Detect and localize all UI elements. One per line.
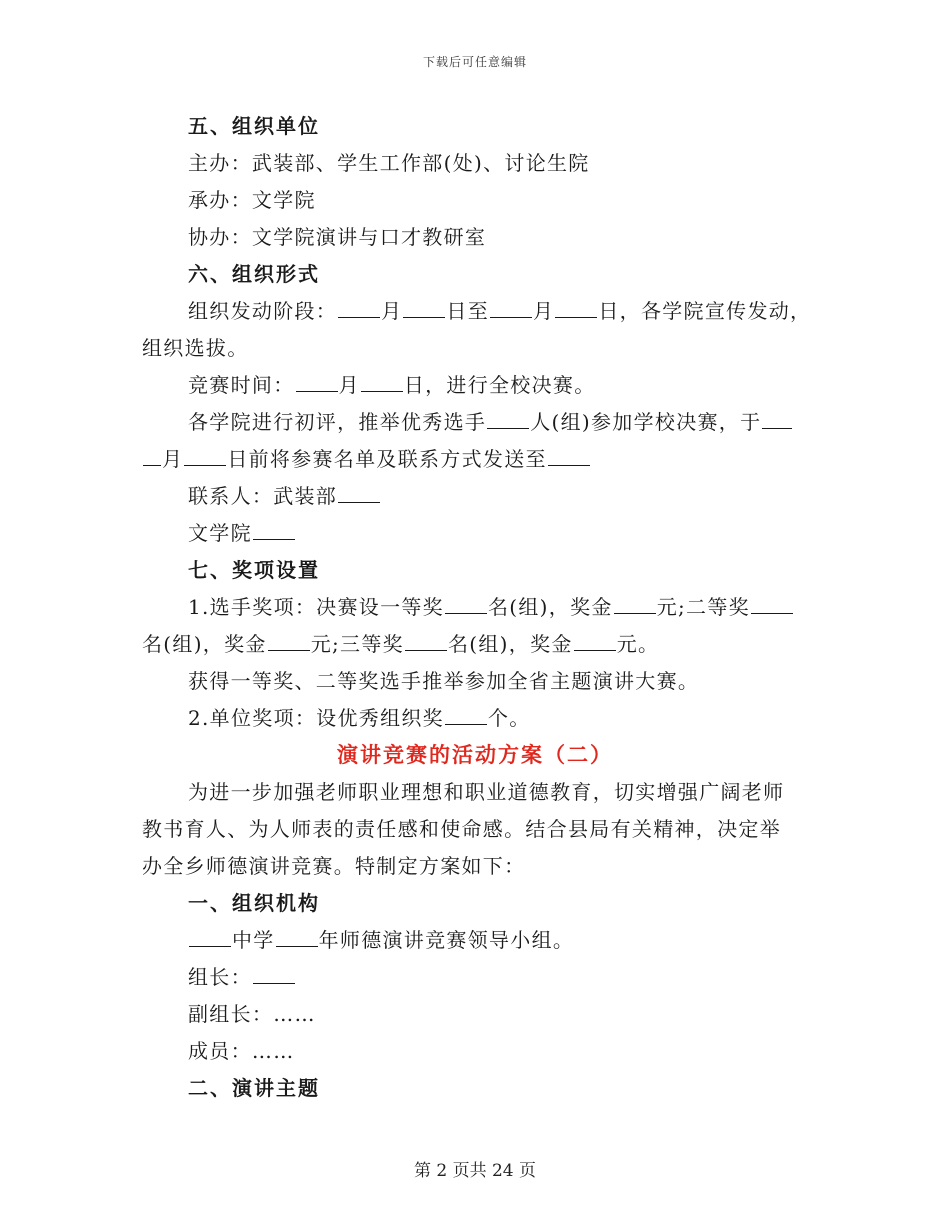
award2-b: 个。	[487, 706, 531, 730]
members-line: 成员：……	[188, 1039, 295, 1063]
section6-heading: 六、组织形式	[188, 262, 320, 286]
organizer-line: 承办：文学院	[188, 188, 316, 212]
award-f: 名(组)，奖金	[447, 632, 573, 656]
section7-heading: 七、奖项设置	[188, 558, 320, 582]
page-footer: 第 2 页共 24 页	[413, 1161, 537, 1181]
part2-heading1: 一、组织机构	[188, 891, 320, 915]
blank-field	[403, 299, 445, 318]
stage-label: 组织发动阶段：	[188, 299, 338, 323]
blank-field	[276, 928, 318, 947]
part2-title: 演讲竞赛的活动方案（二）	[337, 743, 613, 767]
prelim-tail: 日前将参赛名单及联系方式发送至	[227, 447, 547, 471]
stage-day-to: 日至	[446, 299, 490, 323]
host-line: 主办：武装部、学生工作部(处)、讨论生院	[188, 151, 590, 175]
section5-heading: 五、组织单位	[188, 114, 320, 138]
contest-month: 月	[338, 373, 360, 397]
blank-field	[184, 447, 226, 466]
prelim-a: 各学院进行初评，推举优秀选手	[188, 410, 487, 434]
blank-field	[253, 965, 295, 984]
blank-field	[143, 447, 161, 466]
award-c: 元;二等奖	[656, 595, 750, 619]
stage-tail: 日，各学院宣传发动，	[598, 299, 812, 323]
intro-line-1: 为进一步加强老师职业理想和职业道德教育，切实增强广阔老师	[188, 780, 785, 804]
contest-time-line	[142, 367, 808, 404]
blank-field	[296, 373, 338, 392]
stage-line-2: 组织选拔。	[142, 336, 249, 360]
contest-tail: 日，进行全校决赛。	[403, 373, 596, 397]
contact-line	[142, 478, 808, 515]
blank-field	[253, 521, 295, 540]
contact-label: 联系人：武装部	[188, 484, 338, 508]
award-d: 名(组)，奖金	[142, 632, 267, 656]
blank-field	[361, 373, 403, 392]
stage-month1: 月	[381, 299, 403, 323]
prelim-b: 人(组)参加学校决赛，于	[530, 410, 762, 434]
blank-field	[762, 410, 792, 429]
prelim-line-2	[142, 441, 808, 478]
blank-field	[338, 299, 380, 318]
group-a: 中学	[232, 928, 275, 952]
group-b: 年师德演讲竞赛领导小组。	[318, 928, 575, 952]
blank-field	[445, 595, 487, 614]
award-a: 1.选手奖项：决赛设一等奖	[188, 595, 444, 619]
page-header: 下载后可任意编辑	[422, 55, 527, 69]
award-e: 元;三等奖	[310, 632, 404, 656]
blank-field	[189, 928, 231, 947]
stage-month2: 月	[533, 299, 555, 323]
blank-field	[338, 484, 380, 503]
part2-heading2: 二、演讲主题	[188, 1076, 320, 1100]
blank-field	[445, 706, 487, 725]
leader-label: 组长：	[188, 965, 252, 989]
recommend-line: 获得一等奖、二等奖选手推举参加全省主题演讲大赛。	[188, 669, 700, 693]
contact-line-2	[142, 515, 808, 552]
award-item2-line	[142, 700, 808, 737]
blank-field	[548, 447, 590, 466]
award2-a: 2.单位奖项：设优秀组织奖	[188, 706, 444, 730]
stage-line	[142, 293, 812, 330]
award-b: 名(组)，奖金	[487, 595, 613, 619]
prelim-line	[142, 404, 808, 441]
blank-field	[268, 632, 310, 651]
prelim-month: 月	[162, 447, 184, 471]
intro-line-3: 办全乡师德演讲竞赛。特制定方案如下：	[142, 854, 526, 878]
blank-field	[574, 632, 616, 651]
award-g: 元。	[616, 632, 660, 656]
blank-field	[405, 632, 447, 651]
document-body	[142, 108, 812, 1107]
contact2-label: 文学院	[188, 521, 252, 545]
blank-field	[490, 299, 532, 318]
blank-field	[487, 410, 529, 429]
co-organizer-line: 协办：文学院演讲与口才教研室	[188, 225, 487, 249]
blank-field	[614, 595, 656, 614]
group-line	[142, 922, 808, 959]
intro-line-2: 教书育人、为人师表的责任感和使命感。结合县局有关精神，决定举	[142, 817, 781, 841]
blank-field	[555, 299, 597, 318]
award-item1-line	[142, 589, 808, 626]
leader-line	[142, 959, 808, 996]
blank-field	[751, 595, 793, 614]
award-item1-line-2	[142, 626, 808, 663]
deputy-line: 副组长：……	[188, 1002, 316, 1026]
contest-label: 竞赛时间：	[188, 373, 295, 397]
